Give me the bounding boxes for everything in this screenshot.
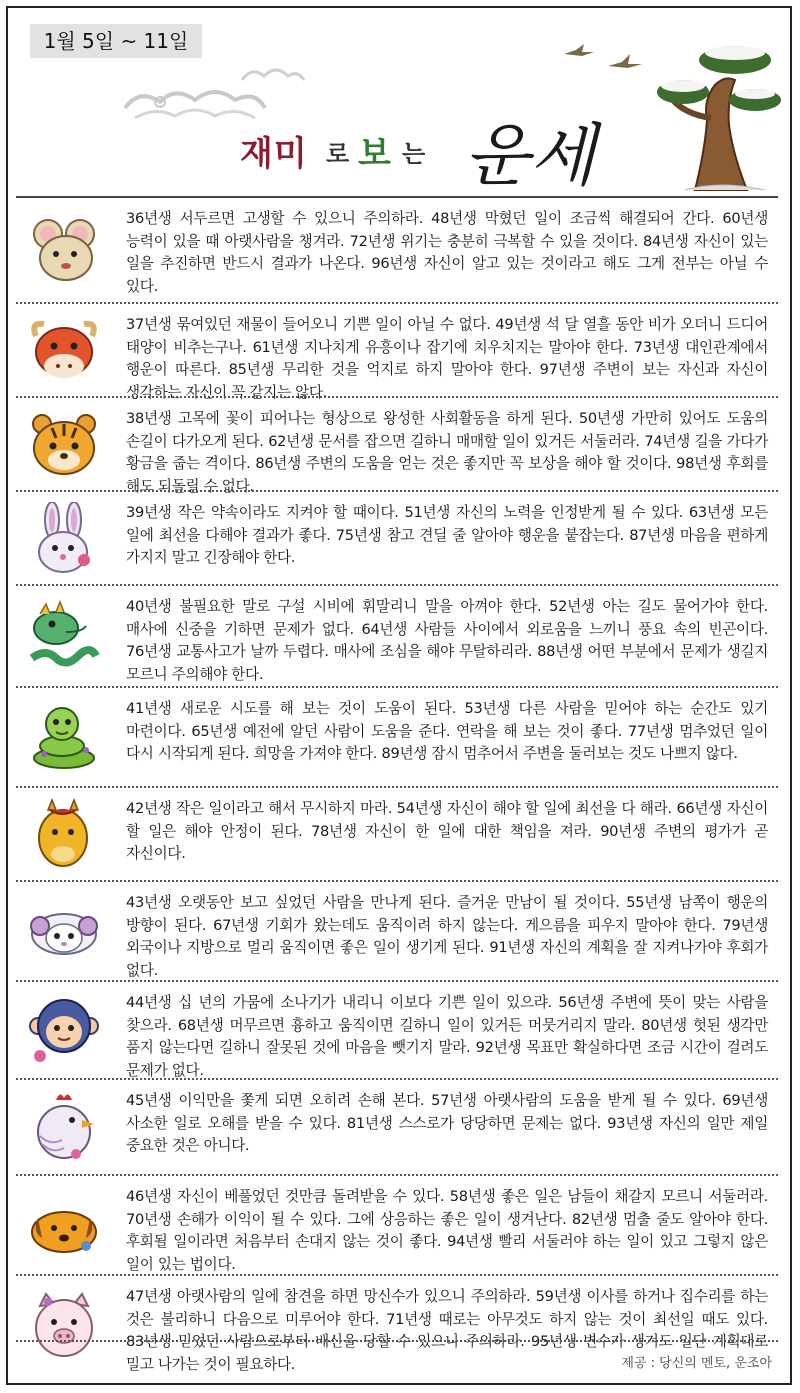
page-title <box>240 108 600 196</box>
fortune-text-dog: 46년생 자신이 베풀었던 것만큼 돌려받을 수 있다. 58년생 좋은 일은 남들이 채갈지 모르니 서둘러라. 70년생 손해가 이익이 될 수 있다. 그에 상응하는 좋은 일이 생겨난다. 82년생 멈출 줄도 알아야 한다. 후회될 일이라면 처음부터 손대지 않는 것이 좋다. 94년생 빨리 서둘러야 하는 일이 있고 그렇지 않은 일이 있는 법이다. <box>126 1188 768 1273</box>
title-part-1: 재미 <box>240 134 308 174</box>
fortune-text-monkey: 44년생 십 년의 가뭄에 소나기가 내리니 이보다 기쁜 일이 있으랴. 56년생 주변에 뜻이 맞는 사람을 찾으라. 68년생 머무르면 흉하고 움직이면 길하니 일이 있거든 머뭇거리지 말라. 80년생 헛된 생각만 품지 않는다면 길하니 잘못된 것에 마음을 뺏기지 말라. 92년생 목표만 확실하다면 조금 시간이 걸려도 문제가 없다. <box>126 994 768 1079</box>
fortune-entry-horse <box>16 786 778 880</box>
sheep-icon <box>26 894 102 970</box>
fortune-list <box>16 196 778 1372</box>
fortune-text-rabbit: 39년생 작은 약속이라도 지켜야 할 때이다. 51년생 자신의 노력을 인정받게 될 수 있다. 63년생 모든 일에 최선을 다해야 결과가 좋다. 75년생 참고 견딜 줄 알아야 행운을 붙잡는다. 87년생 마음을 편하게 가지지 말고 긴장해야 한다. <box>126 504 768 566</box>
title-part-4: 는 <box>402 140 426 168</box>
rat-icon <box>26 214 102 290</box>
rabbit-icon <box>26 502 102 578</box>
pig-icon <box>26 1288 102 1364</box>
bottom-divider <box>16 1340 778 1342</box>
fortune-text-rat: 36년생 서두르면 고생할 수 있으니 주의하라. 48년생 막혔던 일이 조금씩 해결되어 간다. 60년생 능력이 있을 때 아랫사람을 챙겨라. 72년생 위기는 충분히 극복할 수 있을 것이다. 84년생 자신이 있는 일을 추진하면 반드시 결과가 나온다. 96년생 자신이 알고 있는 것이라고 해도 그게 전부는 아닐 수 있다. <box>126 210 768 295</box>
snake-icon <box>26 700 102 776</box>
title-part-5: 운세 <box>464 117 596 196</box>
dog-icon <box>26 1188 102 1264</box>
fortune-text-horse: 42년생 작은 일이라고 해서 무시하지 마라. 54년생 자신이 해야 할 일에 최선을 다 해라. 66년생 자신이 할 일은 해야 안정이 된다. 78년생 자신이 한 일에 대한 책임을 져라. 90년생 주변의 평가가 곧 자신이다. <box>126 800 768 862</box>
birds-icon <box>560 40 650 80</box>
fortune-text-pig: 47년생 아랫사람의 일에 참견을 하면 망신수가 있으니 주의하라. 59년생 이사를 하거나 집수리를 하는 것은 불리하니 다음으로 미루어야 한다. 71년생 때로는 아무것도 하지 않는 것이 최선일 때도 있다. 83년생 믿었던 사람으로부터 배신을 당할 수 있으니 주의하라. 95년생 변수가 생겨도 일단 계획대로 밀고 나가는 것이 필요하다. <box>126 1288 768 1373</box>
fortune-text-ox: 37년생 묶여있던 재물이 들어오니 기쁜 일이 아닐 수 없다. 49년생 석 달 열흘 동안 비가 오더니 드디어 태양이 비추는구나. 61년생 지나치게 유흥이나 잡기에 치우치지는 말아야 한다. 73년생 대인관계에서 행운이 따른다. 85년생 무리한 것을 억지로 하지 말아야 한다. 97년생 주변이 보는 자신과 자신이 생각하는 자신이 꼭 같지는 않다. <box>126 316 768 401</box>
ox-icon <box>26 314 102 390</box>
dragon-icon <box>26 598 102 674</box>
horse-icon <box>26 798 102 874</box>
fortune-entry-dog <box>16 1174 778 1274</box>
cloud-decoration-small-icon <box>238 62 308 88</box>
fortune-entry-tiger <box>16 396 778 495</box>
fortune-entry-sheep <box>16 880 778 980</box>
fortune-text-rooster: 45년생 이익만을 쫓게 되면 오히려 손해 본다. 57년생 아랫사람의 도움을 받게 될 수 있다. 69년생 사소한 일로 오해를 받을 수 있다. 81년생 스스로가 당당하면 문제는 없다. 93년생 자신의 일만 제일 중요한 것은 아니다. <box>126 1092 768 1154</box>
date-range: 1월 5일 ~ 11일 <box>30 24 202 58</box>
fortune-text-sheep: 43년생 오랫동안 보고 싶었던 사람을 만나게 된다. 즐거운 만남이 될 것이다. 55년생 남쪽이 행운의 방향이 된다. 67년생 기회가 왔는데도 움직이려 하지 않는다. 게으름을 피우지 말아야 한다. 79년생 외국이나 지방으로 멀리 움직이면 좋은 일이 생기게 된다. 91년생 자신의 계획을 잘 지켜나가야 후회가 없다. <box>126 894 768 979</box>
tiger-icon <box>26 408 102 484</box>
fortune-entry-rabbit <box>16 490 778 584</box>
fortune-entry-ox <box>16 302 778 401</box>
fortune-entry-snake <box>16 686 778 786</box>
fortune-entry-rooster <box>16 1078 778 1174</box>
title-part-3: 보 <box>358 134 391 174</box>
rooster-icon <box>26 1090 102 1166</box>
fortune-entry-monkey <box>16 980 778 1078</box>
pine-tree-icon <box>655 30 785 195</box>
fortune-text-dragon: 40년생 불필요한 말로 구설 시비에 휘말리니 말을 아껴야 한다. 52년생 아는 길도 물어가야 한다. 매사에 신중을 기하면 문제가 없다. 64년생 사람들 사이에서 외로움을 느끼니 풍요 속의 빈곤이다. 76년생 교통사고가 날까 두렵다. 매사에 조심을 해야 무탈하리라. 88년생 어떤 부분에서 문제가 생길지 모르니 주의해야 한다. <box>126 598 768 683</box>
credit-text: 제공 : 당신의 멘토, 운조아 <box>621 1356 772 1371</box>
monkey-icon <box>26 992 102 1068</box>
fortune-text-tiger: 38년생 고목에 꽃이 피어나는 형상으로 왕성한 사회활동을 하게 된다. 50년생 가만히 있어도 도움의 손길이 다가오게 된다. 62년생 문서를 잡으면 길하니 매매할 일이 있거든 서둘러라. 74년생 길을 가다가 황금을 줍는 격이다. 86년생 주변의 도움을 얻는 것은 좋지만 꼭 보상을 해야 할 것이다. 98년생 후회를 해도 되돌릴 수 없다. <box>126 410 768 495</box>
title-part-2: 로 <box>326 140 350 168</box>
fortune-entry-rat <box>16 196 778 302</box>
fortune-entry-dragon <box>16 584 778 686</box>
fortune-text-snake: 41년생 새로운 시도를 해 보는 것이 도움이 된다. 53년생 다른 사람을 믿어야 하는 순간도 있기 마련이다. 65년생 예전에 알던 사람이 도움을 준다. 연락을 해 보는 것이 좋다. 77년생 멈추었던 일이 다시 시작되게 된다. 희망을 가져야 한다. 89년생 잠시 멈추어서 주변을 둘러보는 것도 나쁘지 않다. <box>126 700 768 762</box>
